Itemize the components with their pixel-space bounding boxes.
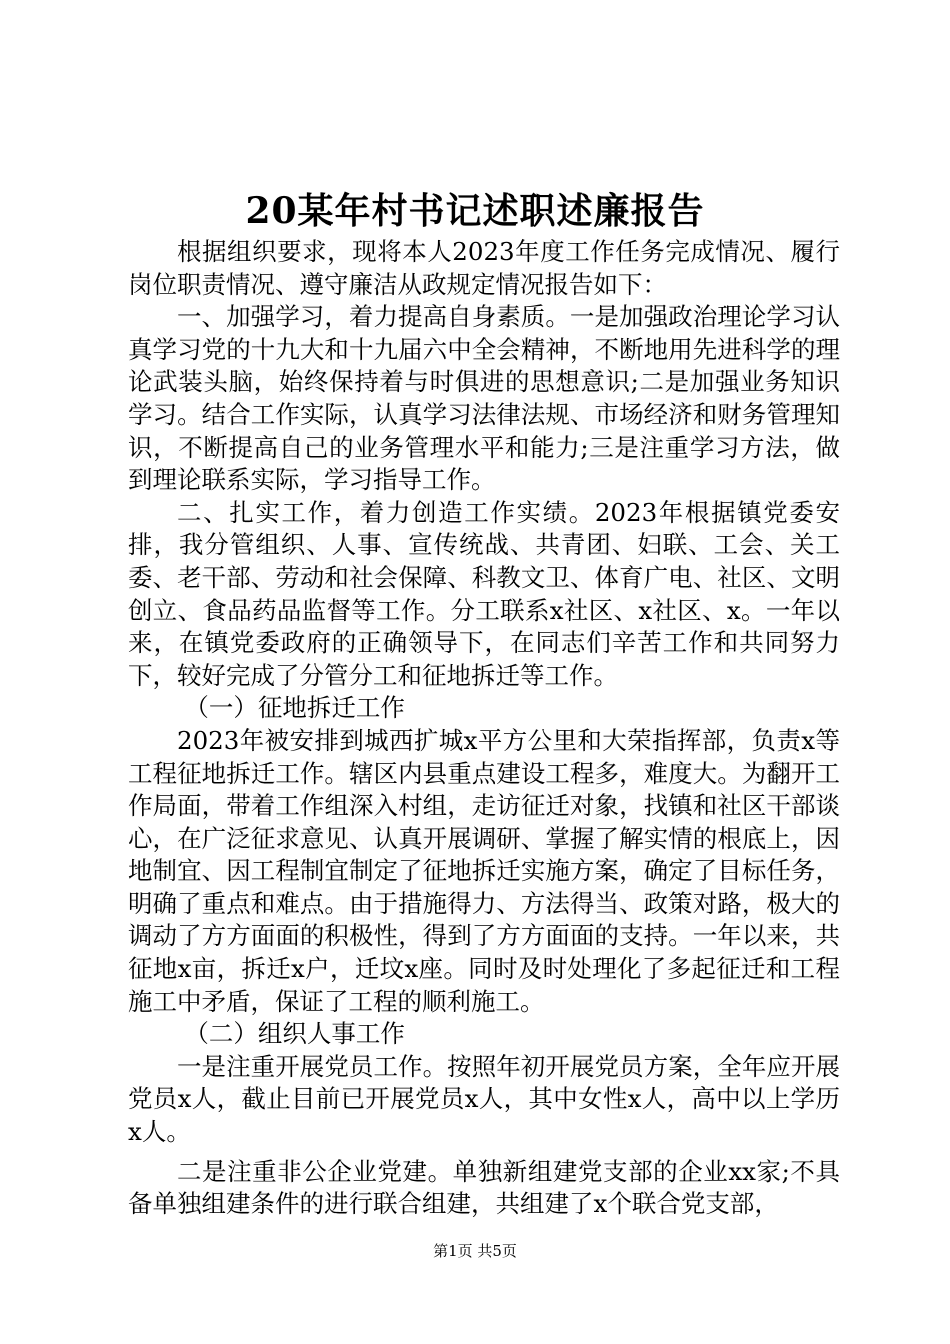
document-title: 20某年村书记述职述廉报告 xyxy=(245,190,705,232)
paragraph-party-members: 一是注重开展党员工作。按照年初开展党员方案，全年应开展党员x人，截止目前已开展党员x人，其中女性x人，高中以上学历x人。 xyxy=(128,1051,840,1147)
subheading-personnel: （二）组织人事工作 xyxy=(184,1019,405,1049)
document-body xyxy=(128,236,840,1221)
paragraph-land-acquisition: 2023年被安排到城西扩城x平方公里和大荣指挥部，负责x等工程征地拆迁工作。辖区内县重点建设工程多，难度大。为翻开工作局面，带着工作组深入村组，走访征迁对象，找镇和社区干部谈心，在广泛征求意见、认真开展调研、掌握了解实情的根底上，因地制宜、因工程制宜制定了征地拆迁实施方案，确定了目标任务，明确了重点和难点。由于措施得力、方法得当、政策对路，极大的调动了方方面面的积极性，得到了方方面面的支持。一年以来，共征地x亩，拆迁x户，迁坟x座。同时及时处理化了多起征迁和工程施工中矛盾，保证了工程的顺利施工。 xyxy=(128,725,840,1016)
paragraph-non-public-enterprise: 二是注重非公企业党建。单独新组建党支部的企业xx家;不具备单独组建条件的进行联合组建，共组建了x个联合党支部， xyxy=(128,1156,840,1219)
paragraph-intro: 根据组织要求，现将本人2023年度工作任务完成情况、履行岗位职责情况、遵守廉洁从政规定情况报告如下： xyxy=(128,237,840,299)
paragraph-section-2: 二、扎实工作，着力创造工作实绩。2023年根据镇党委安排，我分管组织、人事、宣传统战、共青团、妇联、工会、关工委、老干部、劳动和社会保障、科教文卫、体育广电、社区、文明创立、食品药品监督等工作。分工联系x社区、x社区、x。一年以来，在镇党委政府的正确领导下，在同志们辛苦工作和共同努力下，较好完成了分管分工和征地拆迁等工作。 xyxy=(128,497,840,690)
paragraph-section-1: 一、加强学习，着力提高自身素质。一是加强政治理论学习认真学习党的十九大和十九届六中全会精神，不断地用先进科学的理论武装头脑，始终保持着与时俱进的思想意识;二是加强业务知识学习。结合工作实际，认真学习法律法规、市场经济和财务管理知识，不断提高自己的业务管理水平和能力;三是注重学习方法，做到理论联系实际，学习指导工作。 xyxy=(128,302,840,495)
subheading-land-acquisition: （一）征地拆迁工作 xyxy=(184,693,405,723)
page-number: 第1页 共5页 xyxy=(433,1242,517,1260)
page-footer xyxy=(0,1241,950,1261)
